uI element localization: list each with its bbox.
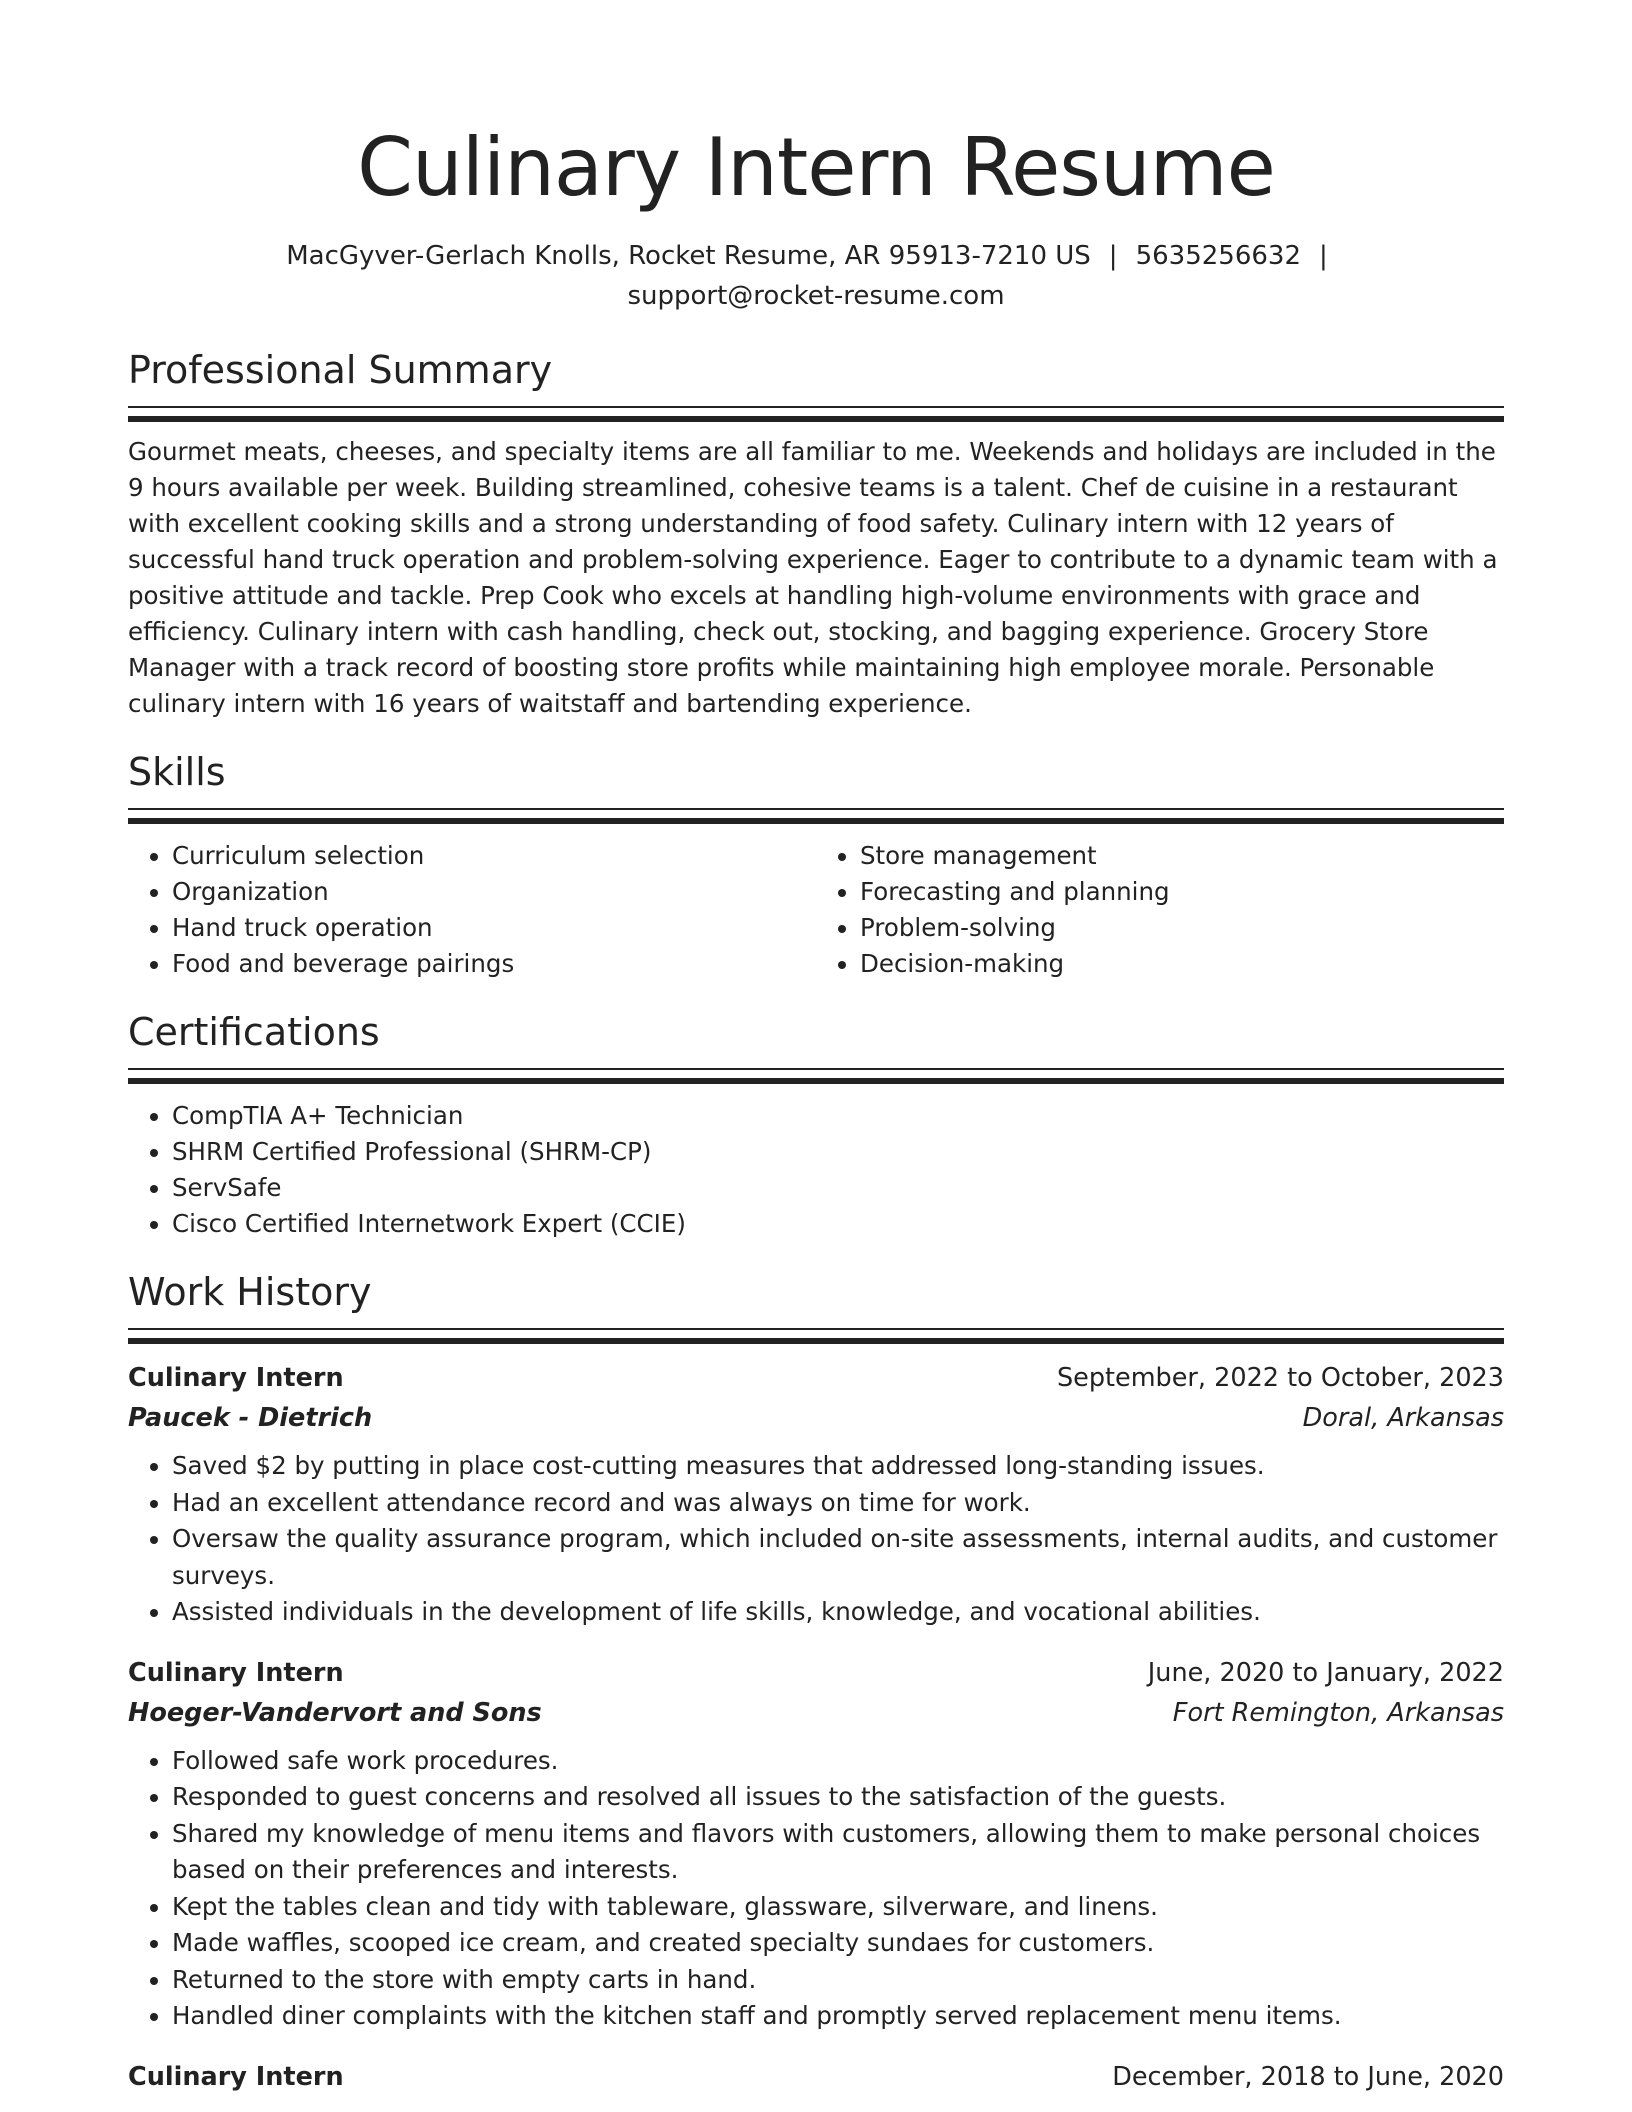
skills-grid xyxy=(128,824,1504,982)
section-divider xyxy=(128,1328,1504,1344)
job-bullet: • Saved $2 by putting in place cost-cutting measures that addressed long-standing issues. xyxy=(172,1448,1504,1485)
job-entry xyxy=(128,1653,1504,2035)
skill-item: • Organization xyxy=(172,874,816,910)
job-bullet: • Followed safe work procedures. xyxy=(172,1743,1504,1780)
skill-item: • Food and beverage pairings xyxy=(172,946,816,982)
certification-item: • ServSafe xyxy=(172,1170,1504,1206)
contact-separator: | xyxy=(1108,241,1118,271)
skills-list-right xyxy=(816,838,1504,982)
resume-page xyxy=(128,0,1504,2097)
job-dates: June, 2020 to January, 2022 xyxy=(1147,1657,1504,1688)
skill-item: • Forecasting and planning xyxy=(860,874,1504,910)
certification-item: • Cisco Certified Internetwork Expert (CCIE) xyxy=(172,1206,1504,1242)
job-company: Paucek - Dietrich xyxy=(128,1403,373,1433)
job-bullets xyxy=(128,1448,1504,1631)
section-heading-summary: Professional Summary xyxy=(128,348,553,392)
job-location: Fort Remington, Arkansas xyxy=(1172,1697,1504,1728)
section-heading-skills: Skills xyxy=(128,750,226,794)
summary-section xyxy=(128,346,1504,722)
summary-text: Gourmet meats, cheeses, and specialty items are all familiar to me. Weekends and holidays are included in the 9 hours available per week. Building streamlined, cohesive teams is a talent. Chef de cuisine in a restaurant with excellent cooking skills and a strong understanding of food safety. Culinary intern with 12 years of successful hand truck operation and problem-solving experience. Eager to contribute to a dynamic team with a positive attitude and tackle. Prep Cook who excels at handling high-volume environments with grace and efficiency. Culinary intern with cash handling, check out, stocking, and bagging experience. Grocery Store Manager with a track record of boosting store profits while maintaining high employee morale. Personable culinary intern with 16 years of waitstaff and bartending experience. xyxy=(128,437,1498,718)
skill-item: • Hand truck operation xyxy=(172,910,816,946)
certifications-list xyxy=(128,1098,1504,1242)
job-bullet: • Made waffles, scooped ice cream, and created specialty sundaes for customers. xyxy=(172,1925,1504,1962)
job-header-row xyxy=(128,1358,1504,1398)
contact-email: support@rocket-resume.com xyxy=(627,281,1005,311)
job-bullet: • Responded to guest concerns and resolved all issues to the satisfaction of the guests. xyxy=(172,1779,1504,1816)
job-entry xyxy=(128,1358,1504,1631)
job-title: Culinary Intern xyxy=(128,1657,344,1688)
certification-item: • CompTIA A+ Technician xyxy=(172,1098,1504,1134)
section-divider xyxy=(128,406,1504,422)
job-subheader-row xyxy=(128,1693,1504,1733)
job-header-row xyxy=(128,2057,1504,2097)
job-title: Culinary Intern xyxy=(128,1363,344,1393)
section-divider xyxy=(128,808,1504,824)
job-bullets xyxy=(128,1743,1504,2035)
section-heading-work-history: Work History xyxy=(128,1270,372,1314)
job-bullet: • Handled diner complaints with the kitchen staff and promptly served replacement menu items. xyxy=(172,1998,1504,2035)
contact-address: MacGyver-Gerlach Knolls, Rocket Resume, AR 95913-7210 US xyxy=(286,241,1091,271)
section-divider xyxy=(128,1068,1504,1084)
job-bullet: • Kept the tables clean and tidy with tableware, glassware, silverware, and linens. xyxy=(172,1889,1504,1926)
skill-item: • Curriculum selection xyxy=(172,838,816,874)
job-bullet: • Returned to the store with empty carts in hand. xyxy=(172,1962,1504,1999)
job-header-row xyxy=(128,1653,1504,1693)
skill-item: • Decision-making xyxy=(860,946,1504,982)
resume-title: Culinary Intern Resume xyxy=(357,121,1275,214)
job-subheader-row xyxy=(128,1398,1504,1438)
skill-item: • Problem-solving xyxy=(860,910,1504,946)
contact-phone: 5635256632 xyxy=(1135,241,1301,271)
contact-separator: | xyxy=(1318,241,1328,271)
job-bullet: • Assisted individuals in the development of life skills, knowledge, and vocational abilities. xyxy=(172,1594,1504,1631)
job-bullet: • Oversaw the quality assurance program, which included on-site assessments, internal audits, and customer surveys. xyxy=(172,1521,1504,1594)
contact-info xyxy=(128,236,1504,316)
job-company: Hoeger-Vandervort and Sons xyxy=(128,1697,542,1728)
job-title: Culinary Intern xyxy=(128,2061,344,2092)
skills-section xyxy=(128,748,1504,982)
certification-item: • SHRM Certified Professional (SHRM-CP) xyxy=(172,1134,1504,1170)
skill-item: • Store management xyxy=(860,838,1504,874)
work-history-section xyxy=(128,1268,1504,2097)
job-entry xyxy=(128,2057,1504,2097)
job-dates: September, 2022 to October, 2023 xyxy=(1056,1363,1504,1393)
contact-line-1 xyxy=(128,236,1504,276)
job-dates: December, 2018 to June, 2020 xyxy=(1112,2061,1504,2092)
skills-list-left xyxy=(128,838,816,982)
job-bullet: • Shared my knowledge of menu items and flavors with customers, allowing them to make personal choices based on their preferences and interests. xyxy=(172,1816,1504,1889)
certifications-section xyxy=(128,1008,1504,1242)
section-heading-certifications: Certifications xyxy=(128,1010,380,1054)
job-location: Doral, Arkansas xyxy=(1302,1403,1504,1433)
job-bullet: • Had an excellent attendance record and was always on time for work. xyxy=(172,1485,1504,1522)
